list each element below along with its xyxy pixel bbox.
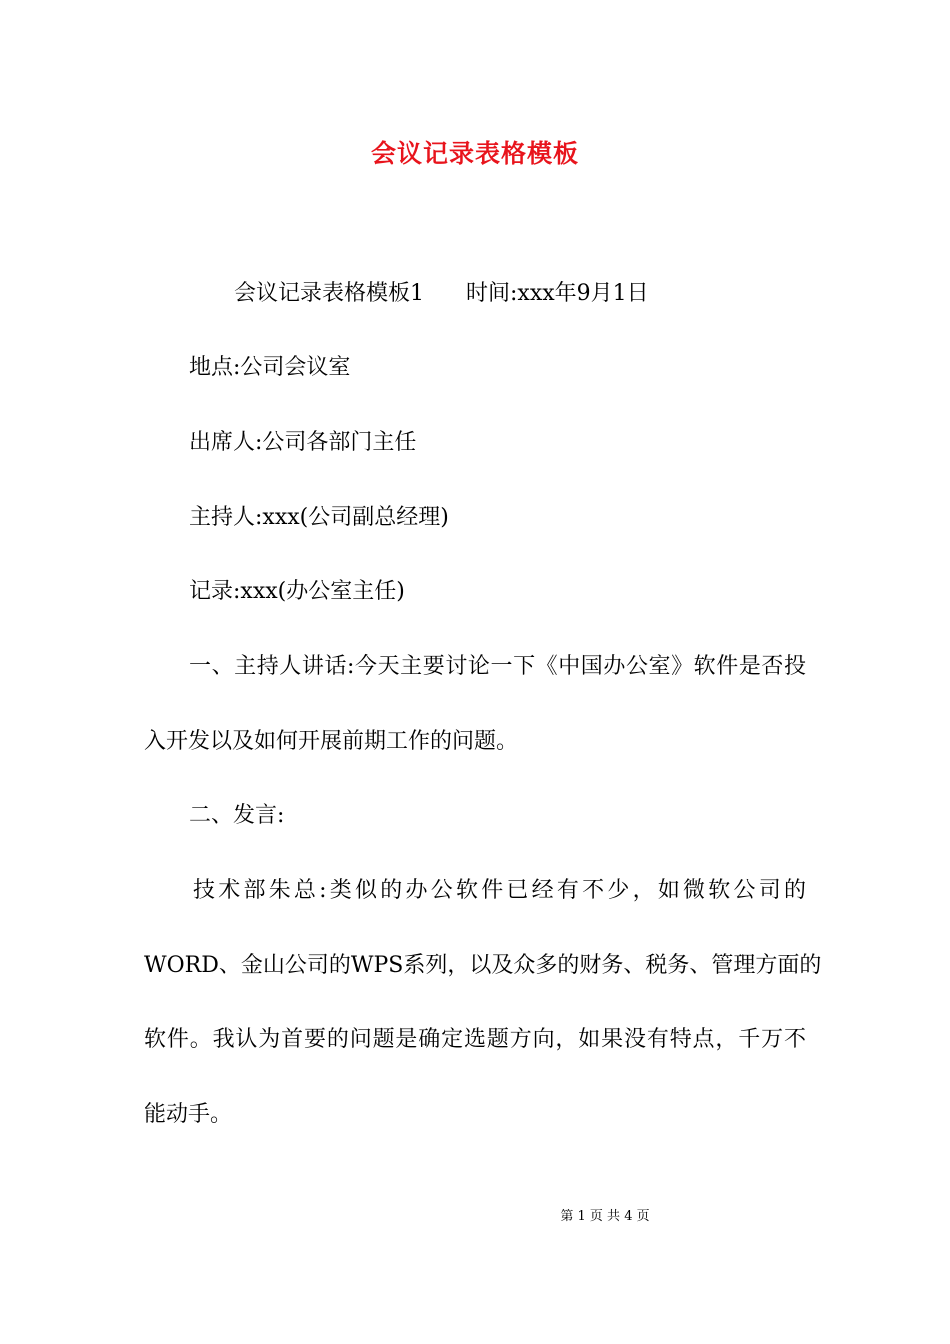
meeting-recorder: 记录:xxx(办公室主任) (189, 579, 405, 604)
record-heading (234, 279, 649, 309)
section1-line1: 一、主持人讲话:今天主要讨论一下《中国办公室》软件是否投 (189, 654, 806, 679)
record-heading-time: 时间:xxx年9月1日 (466, 281, 649, 306)
record-heading-title: 会议记录表格模板1 (234, 281, 424, 306)
section1-line2: 入开发以及如何开展前期工作的问题。 (144, 729, 519, 754)
speech-line1: 技术部朱总:类似的办公软件已经有不少，如微软公司的 (193, 878, 806, 903)
meeting-attendees: 出席人:公司各部门主任 (189, 430, 417, 455)
meeting-host: 主持人:xxx(公司副总经理) (189, 505, 449, 530)
page-number: 第 1 页 共 4 页 (560, 1209, 650, 1224)
document-title: 会议记录表格模板 (370, 139, 579, 168)
speech-line3: 软件。我认为首要的问题是确定选题方向，如果没有特点，千万不 (144, 1027, 806, 1052)
meeting-location: 地点:公司会议室 (189, 355, 351, 380)
speech-line4: 能动手。 (144, 1102, 233, 1127)
speech-line2: WORD、金山公司的WPS系列，以及众多的财务、税务、管理方面的 (144, 953, 822, 978)
section2-heading: 二、发言: (189, 803, 285, 828)
